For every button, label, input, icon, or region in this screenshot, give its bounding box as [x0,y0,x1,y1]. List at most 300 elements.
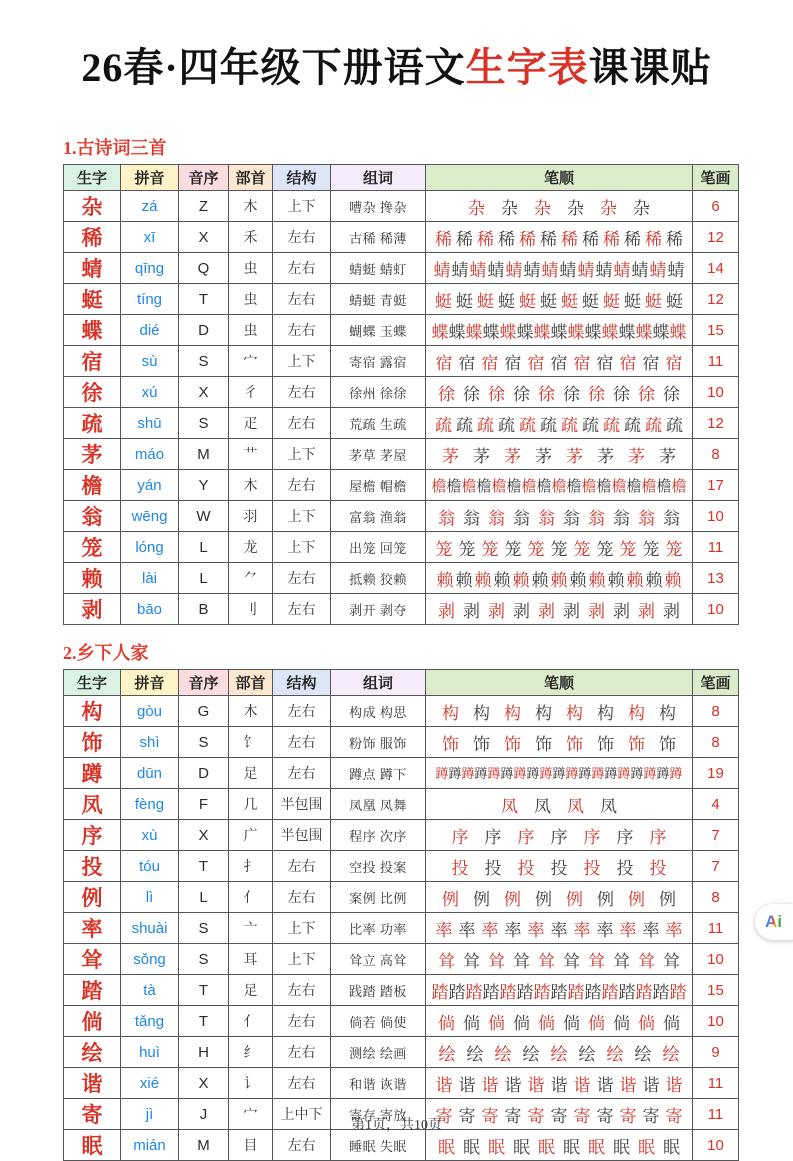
stroke-order-sequence [444,827,675,847]
stroke-glyph: 宿 [619,353,637,373]
radical-cell: 木 [229,696,273,727]
structure-cell: 左右 [273,253,331,284]
stroke-glyph: 杂 [534,198,551,218]
table-row [64,594,739,625]
structure-cell: 左右 [273,851,331,882]
stroke-glyph: 饰 [566,734,583,754]
stroke-glyph: 蝶 [431,322,449,342]
pinyin-cell: huì [121,1037,179,1068]
char-cell: 蝶 [64,315,121,346]
stroke-order-sequence [431,322,687,342]
stroke-glyph: 疏 [456,415,473,435]
stroke-glyph: 寄 [642,1106,660,1126]
column-header-structure: 结构 [273,670,331,696]
word-compounds-cell: 比率 功率 [331,913,426,944]
stroke-glyph: 赖 [588,570,606,590]
stroke-glyph: 蜓 [435,291,452,311]
char-cell: 稀 [64,222,121,253]
table-row [64,789,739,820]
stroke-glyph: 率 [481,920,499,940]
stroke-glyph: 檐 [656,478,672,495]
stroke-glyph: 例 [566,889,583,909]
stroke-glyph: 耸 [438,951,455,971]
stroke-glyph: 蹲 [500,766,514,781]
radical-cell: 虫 [229,253,273,284]
stroke-glyph: 例 [628,889,645,909]
stroke-order-sequence [460,198,658,218]
stroke-glyph: 蜓 [498,291,515,311]
stroke-glyph: 赖 [474,570,492,590]
word-compounds-cell: 蜻蜓 青蜓 [331,284,426,315]
stroke-order-cell [426,820,693,851]
radical-cell: 足 [229,975,273,1006]
stroke-glyph: 翁 [663,508,680,528]
stroke-glyph: 谐 [619,1075,637,1095]
word-compounds-cell: 凤凰 凤舞 [331,789,426,820]
word-compounds-cell: 构成 构思 [331,696,426,727]
stroke-glyph: 宿 [550,353,568,373]
stroke-order-sequence [431,982,687,1002]
stroke-glyph: 檐 [641,478,657,495]
stroke-glyph: 构 [442,703,459,723]
radical-cell: 亻 [229,882,273,913]
stroke-glyph: 眠 [663,1137,680,1157]
stroke-glyph: 蝶 [516,322,534,342]
stroke-order-sequence [433,229,685,249]
stroke-glyph: 笼 [619,539,637,559]
column-header-stroke-order: 笔顺 [426,165,693,191]
pinyin-cell: gòu [121,696,179,727]
stroke-glyph: 赖 [512,570,530,590]
stroke-order-cell [426,913,693,944]
radical-cell: 宀 [229,1099,273,1130]
stroke-glyph: 茅 [566,446,583,466]
stroke-glyph: 翁 [563,508,580,528]
stroke-glyph: 檐 [611,478,627,495]
stroke-glyph: 蜓 [456,291,473,311]
stroke-glyph: 稀 [666,229,683,249]
table-row [64,315,739,346]
stroke-glyph: 倘 [513,1013,530,1033]
initial-letter-cell: B [179,594,229,625]
stroke-glyph: 寄 [573,1106,591,1126]
word-compounds-cell: 蜻蜓 蜻虰 [331,253,426,284]
char-cell: 蜓 [64,284,121,315]
stroke-glyph: 耸 [488,951,505,971]
structure-cell: 左右 [273,1130,331,1161]
radical-cell: 讠 [229,1068,273,1099]
word-compounds-cell: 和谐 诙谐 [331,1068,426,1099]
stroke-order-cell [426,851,693,882]
stroke-order-cell [426,1068,693,1099]
radical-cell: 木 [229,191,273,222]
char-cell: 疏 [64,408,121,439]
stroke-count-cell: 9 [693,1037,739,1068]
stroke-glyph: 眠 [438,1137,455,1157]
stroke-glyph: 蜻 [487,260,505,280]
stroke-glyph: 倘 [463,1013,480,1033]
stroke-glyph: 绘 [466,1044,484,1064]
initial-letter-cell: J [179,1099,229,1130]
stroke-glyph: 绘 [522,1044,540,1064]
stroke-order-sequence [493,796,625,816]
radical-cell: 饣 [229,727,273,758]
stroke-order-sequence [435,703,683,723]
stroke-glyph: 剥 [663,601,680,621]
stroke-glyph: 疏 [603,415,620,435]
stroke-glyph: 笼 [435,539,453,559]
pinyin-cell: shuài [121,913,179,944]
column-header-initial: 音序 [179,165,229,191]
table-row [64,532,739,563]
stroke-glyph: 率 [527,920,545,940]
stroke-glyph: 宿 [458,353,476,373]
stroke-glyph: 蹲 [513,766,527,781]
stroke-glyph: 踏 [516,982,534,1002]
stroke-count-cell: 6 [693,191,739,222]
char-cell: 投 [64,851,121,882]
pinyin-cell: shì [121,727,179,758]
pinyin-cell: xié [121,1068,179,1099]
stroke-glyph: 檐 [461,478,477,495]
structure-cell: 左右 [273,882,331,913]
stroke-glyph: 蜓 [645,291,662,311]
stroke-glyph: 踏 [567,982,585,1002]
stroke-glyph: 稀 [519,229,536,249]
stroke-glyph: 饰 [473,734,490,754]
stroke-glyph: 投 [517,858,535,878]
initial-letter-cell: F [179,789,229,820]
stroke-glyph: 蹲 [539,766,553,781]
stroke-glyph: 谐 [573,1075,591,1095]
initial-letter-cell: S [179,346,229,377]
stroke-glyph: 檐 [671,478,687,495]
stroke-glyph: 眠 [563,1137,580,1157]
stroke-glyph: 谐 [504,1075,522,1095]
radical-cell: 艹 [229,439,273,470]
stroke-glyph: 茅 [659,446,676,466]
stroke-glyph: 耸 [588,951,605,971]
pinyin-cell: shū [121,408,179,439]
stroke-glyph: 翁 [488,508,505,528]
ai-assistant-button[interactable] [755,904,793,940]
char-cell: 赖 [64,563,121,594]
stroke-glyph: 寄 [619,1106,637,1126]
stroke-glyph: 谐 [527,1075,545,1095]
initial-letter-cell: L [179,563,229,594]
stroke-glyph: 蹲 [526,766,540,781]
radical-cell: 刂 [229,594,273,625]
pinyin-cell: zá [121,191,179,222]
stroke-glyph: 檐 [551,478,567,495]
stroke-order-cell [426,1037,693,1068]
stroke-glyph: 倘 [488,1013,505,1033]
char-cell: 绘 [64,1037,121,1068]
stroke-glyph: 疏 [666,415,683,435]
table-row [64,563,739,594]
structure-cell: 上下 [273,501,331,532]
structure-cell: 上下 [273,944,331,975]
stroke-glyph: 宿 [665,353,683,373]
stroke-order-sequence [434,951,684,971]
stroke-glyph: 饰 [597,734,614,754]
structure-cell: 上下 [273,532,331,563]
stroke-glyph: 蜓 [519,291,536,311]
stroke-glyph: 踏 [669,982,687,1002]
page-title-prefix: 26春·四年级下册语文 [81,45,466,90]
stroke-order-sequence [435,889,683,909]
stroke-order-cell [426,222,693,253]
stroke-count-cell: 10 [693,594,739,625]
pinyin-cell: xī [121,222,179,253]
stroke-glyph: 倘 [613,1013,630,1033]
stroke-glyph: 翁 [463,508,480,528]
stroke-glyph: 赖 [493,570,511,590]
stroke-glyph: 倘 [588,1013,605,1033]
stroke-glyph: 构 [659,703,676,723]
stroke-glyph: 构 [535,703,552,723]
table-row [64,913,739,944]
initial-letter-cell: M [179,1130,229,1161]
stroke-count-cell: 10 [693,377,739,408]
stroke-glyph: 蜻 [649,260,667,280]
stroke-glyph: 谐 [550,1075,568,1095]
stroke-glyph: 踏 [448,982,466,1002]
table-row [64,1006,739,1037]
structure-cell: 左右 [273,1037,331,1068]
word-compounds-cell: 测绘 绘画 [331,1037,426,1068]
stroke-glyph: 宿 [504,353,522,373]
stroke-count-cell: 8 [693,882,739,913]
stroke-glyph: 踏 [482,982,500,1002]
radical-cell: 龙 [229,532,273,563]
stroke-glyph: 宿 [435,353,453,373]
stroke-glyph: 例 [659,889,676,909]
stroke-glyph: 蜻 [505,260,523,280]
word-compounds-cell: 出笼 回笼 [331,532,426,563]
stroke-glyph: 疏 [540,415,557,435]
stroke-glyph: 徐 [513,384,530,404]
stroke-glyph: 蜻 [631,260,649,280]
stroke-glyph: 赖 [569,570,587,590]
stroke-glyph: 踏 [635,982,653,1002]
char-cell: 剥 [64,594,121,625]
stroke-glyph: 笼 [504,539,522,559]
stroke-order-cell [426,408,693,439]
stroke-glyph: 徐 [538,384,555,404]
stroke-glyph: 徐 [613,384,630,404]
document-page [0,36,793,1158]
pinyin-cell: xù [121,820,179,851]
stroke-order-sequence [433,1075,686,1095]
stroke-glyph: 寄 [550,1106,568,1126]
word-compounds-cell: 蹲点 蹲下 [331,758,426,789]
stroke-glyph: 谐 [665,1075,683,1095]
initial-letter-cell: T [179,1006,229,1037]
stroke-count-cell: 4 [693,789,739,820]
stroke-glyph: 序 [451,827,469,847]
structure-cell: 上下 [273,191,331,222]
stroke-glyph: 蜻 [451,260,469,280]
stroke-glyph: 蝶 [601,322,619,342]
stroke-glyph: 谐 [458,1075,476,1095]
char-cell: 笼 [64,532,121,563]
stroke-glyph: 蹲 [617,766,631,781]
stroke-glyph: 耸 [463,951,480,971]
stroke-glyph: 序 [649,827,667,847]
stroke-order-cell [426,1006,693,1037]
structure-cell: 半包围 [273,789,331,820]
stroke-glyph: 眠 [513,1137,530,1157]
stroke-glyph: 徐 [663,384,680,404]
section-spacer [63,625,738,631]
stroke-glyph: 赖 [455,570,473,590]
stroke-glyph: 率 [642,920,660,940]
structure-cell: 左右 [273,758,331,789]
pinyin-cell: máo [121,439,179,470]
stroke-glyph: 蜻 [667,260,685,280]
page-title [0,36,793,93]
column-header-initial: 音序 [179,670,229,696]
stroke-glyph: 茅 [473,446,490,466]
stroke-glyph: 蹲 [656,766,670,781]
stroke-glyph: 笼 [458,539,476,559]
pinyin-cell: tà [121,975,179,1006]
stroke-glyph: 率 [596,920,614,940]
stroke-glyph: 笼 [642,539,660,559]
radical-cell: ⺈ [229,563,273,594]
stroke-glyph: 率 [458,920,476,940]
stroke-glyph: 檐 [431,478,447,495]
stroke-glyph: 蹲 [565,766,579,781]
stroke-glyph: 饰 [442,734,459,754]
stroke-glyph: 投 [583,858,601,878]
stroke-order-sequence [434,1137,684,1157]
stroke-order-cell [426,975,693,1006]
column-header-structure: 结构 [273,165,331,191]
stroke-glyph: 翁 [613,508,630,528]
stroke-order-cell [426,563,693,594]
stroke-glyph: 踏 [618,982,636,1002]
stroke-glyph: 蹲 [435,766,449,781]
stroke-glyph: 率 [619,920,637,940]
word-compounds-cell: 古稀 稀薄 [331,222,426,253]
stroke-glyph: 赖 [607,570,625,590]
initial-letter-cell: Z [179,191,229,222]
stroke-glyph: 徐 [488,384,505,404]
radical-cell: 耳 [229,944,273,975]
stroke-order-cell [426,191,693,222]
section-label: 2.乡下人家 [63,643,149,663]
stroke-glyph: 徐 [588,384,605,404]
stroke-glyph: 饰 [504,734,521,754]
word-compounds-cell: 践踏 踏板 [331,975,426,1006]
stroke-glyph: 构 [597,703,614,723]
stroke-glyph: 投 [484,858,502,878]
table-header-row [64,670,739,696]
stroke-order-cell [426,501,693,532]
stroke-glyph: 踏 [431,982,449,1002]
structure-cell: 左右 [273,222,331,253]
pinyin-cell: tíng [121,284,179,315]
initial-letter-cell: S [179,944,229,975]
stroke-glyph: 凤 [534,796,551,816]
initial-letter-cell: L [179,532,229,563]
stroke-glyph: 眠 [588,1137,605,1157]
stroke-glyph: 稀 [477,229,494,249]
stroke-glyph: 投 [550,858,568,878]
pinyin-cell: tóu [121,851,179,882]
initial-letter-cell: T [179,284,229,315]
word-compounds-cell: 嘈杂 搀杂 [331,191,426,222]
char-cell: 寄 [64,1099,121,1130]
stroke-glyph: 耸 [663,951,680,971]
stroke-glyph: 赖 [645,570,663,590]
stroke-glyph: 例 [442,889,459,909]
stroke-glyph: 绘 [438,1044,456,1064]
stroke-order-cell [426,315,693,346]
char-cell: 蹲 [64,758,121,789]
stroke-glyph: 笼 [550,539,568,559]
stroke-glyph: 疏 [477,415,494,435]
stroke-glyph: 疏 [624,415,641,435]
word-compounds-cell: 徐州 徐徐 [331,377,426,408]
stroke-glyph: 杂 [501,198,518,218]
stroke-glyph: 序 [484,827,502,847]
radical-cell: 纟 [229,1037,273,1068]
stroke-glyph: 稀 [456,229,473,249]
word-compounds-cell: 程序 次序 [331,820,426,851]
stroke-glyph: 徐 [438,384,455,404]
stroke-glyph: 茅 [535,446,552,466]
stroke-glyph: 率 [573,920,591,940]
stroke-glyph: 蝶 [669,322,687,342]
stroke-glyph: 凤 [567,796,584,816]
stroke-glyph: 寄 [665,1106,683,1126]
stroke-order-sequence [432,478,687,495]
initial-letter-cell: T [179,851,229,882]
stroke-glyph: 茅 [628,446,645,466]
stroke-count-cell: 10 [693,944,739,975]
stroke-glyph: 蹲 [461,766,475,781]
stroke-order-cell [426,284,693,315]
stroke-glyph: 稀 [582,229,599,249]
stroke-glyph: 蹲 [552,766,566,781]
stroke-glyph: 倘 [538,1013,555,1033]
stroke-glyph: 谐 [481,1075,499,1095]
table-row [64,1130,739,1161]
structure-cell: 上下 [273,913,331,944]
vocab-table [63,164,739,625]
stroke-glyph: 徐 [563,384,580,404]
stroke-count-cell: 13 [693,563,739,594]
pinyin-cell: mián [121,1130,179,1161]
stroke-order-cell [426,789,693,820]
stroke-count-cell: 17 [693,470,739,501]
stroke-glyph: 序 [616,827,634,847]
stroke-order-cell [426,377,693,408]
stroke-glyph: 谐 [642,1075,660,1095]
stroke-count-cell: 11 [693,913,739,944]
word-compounds-cell: 寄宿 露宿 [331,346,426,377]
word-compounds-cell: 粉饰 服饰 [331,727,426,758]
initial-letter-cell: S [179,408,229,439]
page-title-suffix: 课课贴 [588,45,712,90]
stroke-order-cell [426,882,693,913]
stroke-glyph: 蜻 [595,260,613,280]
stroke-glyph: 眠 [613,1137,630,1157]
initial-letter-cell: T [179,975,229,1006]
